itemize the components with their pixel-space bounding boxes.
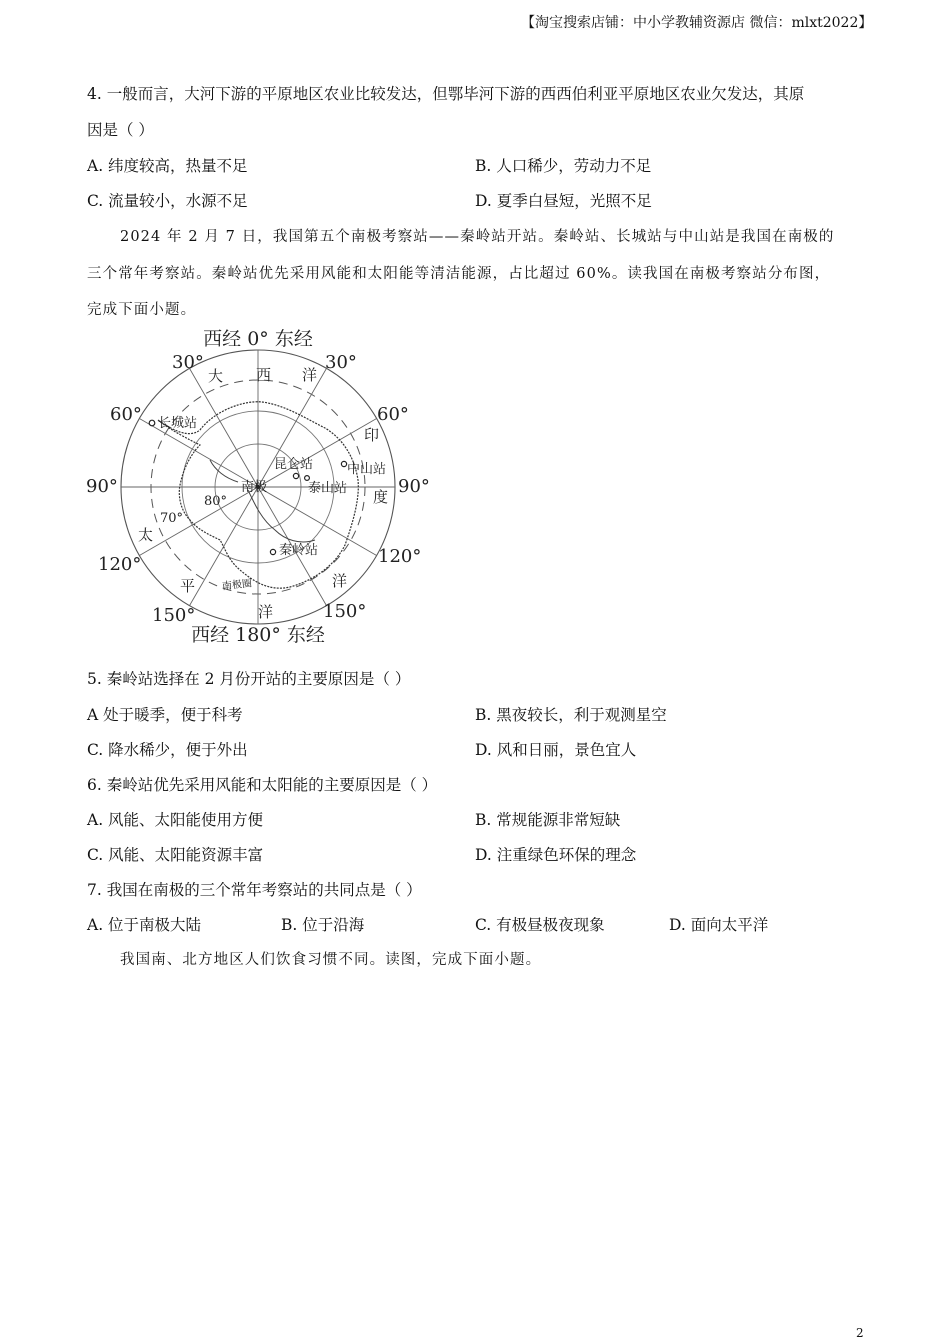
q5-option-c: C. 降水稀少，便于外出 [87, 741, 248, 759]
lon-e120-label: 120° [378, 546, 422, 567]
zhongshan-station-marker [341, 461, 346, 466]
q4-option-b: B. 人口稀少，劳动力不足 [475, 157, 652, 175]
lon-e90-label: 90° [398, 476, 430, 497]
south-pole-label: 南极 [241, 480, 268, 495]
ocean-pacific-char-3: 洋 [258, 603, 274, 621]
intro1-line2: 三个常年考察站。秦岭站优先采用风能和太阳能等清洁能源，占比超过 60%。读我国在南极考察站分布图， [87, 266, 831, 282]
q5-option-b: B. 黑夜较长，利于观测星空 [475, 706, 667, 724]
antarctic-circle-label: 南极圈 [221, 578, 253, 593]
watermark-header: 【淘宝搜索店铺：中小学教辅资源店 微信：mlxt2022】 [521, 15, 873, 31]
q6-option-b: B. 常规能源非常短缺 [475, 811, 621, 829]
q7-option-b: B. 位于沿海 [281, 916, 365, 934]
qinling-station-label: 秦岭站 [279, 543, 319, 558]
ocean-indian-char-2: 度 [373, 488, 389, 506]
ocean-atlantic-char-1: 大 [208, 367, 224, 385]
q6-stem: 6. 秦岭站优先采用风能和太阳能的主要原因是（ ） [87, 776, 438, 794]
intro1-line3: 完成下面小题。 [87, 302, 197, 318]
q4-stem-line2: 因是（ ） [87, 121, 154, 139]
q5-option-a: A 处于暖季，便于科考 [87, 706, 243, 724]
q6-option-a: A. 风能、太阳能使用方便 [87, 811, 264, 829]
weddell-ice-edge [210, 460, 238, 482]
q6-option-d: D. 注重绿色环保的理念 [475, 846, 637, 864]
top-meridian-label: 西经 0° 东经 [203, 328, 313, 350]
q5-option-d: D. 风和日丽，景色宜人 [475, 741, 637, 759]
lon-e30-label: 30° [325, 352, 357, 373]
zhongshan-station-label: 中山站 [347, 462, 387, 477]
page-number: 2 [856, 1326, 864, 1340]
kunlun-station-label: 昆仑站 [274, 457, 314, 472]
lat-70-label: 70° [160, 511, 184, 526]
lon-w90-label: 90° [86, 476, 118, 497]
lat-80-label: 80° [204, 494, 228, 509]
taishan-station-marker [305, 476, 310, 481]
q7-option-a: A. 位于南极大陆 [87, 916, 202, 934]
changcheng-station-marker [149, 420, 155, 426]
ocean-indian-char-3: 洋 [332, 572, 348, 590]
lon-e150-label: 150° [323, 601, 367, 622]
bottom-meridian-label: 西经 180° 东经 [191, 624, 325, 646]
ocean-pacific-char-2: 平 [180, 577, 196, 595]
q4-stem-line1: 4. 一般而言，大河下游的平原地区农业比较发达，但鄂毕河下游的西西伯利亚平原地区农业欠发达，其原 [87, 85, 805, 103]
lon-w120-label: 120° [98, 554, 142, 575]
intro2-text: 我国南、北方地区人们饮食习惯不同。读图，完成下面小题。 [120, 952, 542, 968]
ocean-indian-char-1: 印 [364, 426, 380, 444]
intro1-line1: 2024 年 2 月 7 日，我国第五个南极考察站——秦岭站开站。秦岭站、长城站与中山站是我国在南极的 [120, 229, 835, 245]
q4-option-a: A. 纬度较高，热量不足 [87, 157, 248, 175]
ocean-atlantic-char-3: 洋 [302, 366, 318, 384]
q4-option-d: D. 夏季白昼短，光照不足 [475, 192, 652, 210]
ocean-pacific-char-1: 太 [138, 526, 154, 544]
q7-option-d: D. 面向太平洋 [669, 916, 769, 934]
lon-w60-label: 60° [110, 404, 142, 425]
lon-w30-label: 30° [172, 352, 204, 373]
q7-stem: 7. 我国在南极的三个常年考察站的共同点是（ ） [87, 881, 422, 899]
q7-option-c: C. 有极昼极夜现象 [475, 916, 605, 934]
changcheng-station-label: 长城站 [158, 416, 198, 431]
qinling-station-marker [270, 549, 275, 554]
kunlun-station-marker [293, 473, 298, 478]
q5-stem: 5. 秦岭站选择在 2 月份开站的主要原因是（ ） [87, 670, 411, 688]
lon-w150-label: 150° [152, 605, 196, 626]
q4-option-c: C. 流量较小，水源不足 [87, 192, 248, 210]
q6-option-c: C. 风能、太阳能资源丰富 [87, 846, 264, 864]
lon-e60-label: 60° [377, 404, 409, 425]
ocean-atlantic-char-2: 西 [256, 366, 272, 384]
antarctic-station-map [80, 325, 440, 650]
taishan-station-label: 泰山站 [308, 481, 348, 496]
